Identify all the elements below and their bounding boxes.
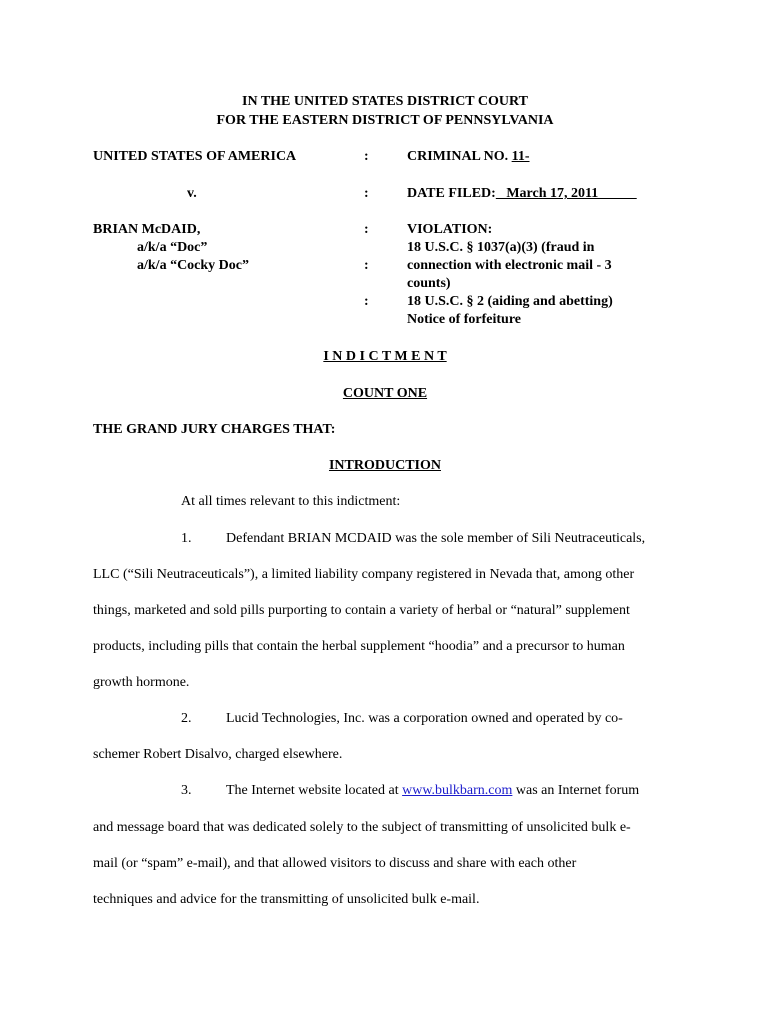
defendant-alias-2: a/k/a “Cocky Doc” xyxy=(137,258,249,273)
violation-line: 18 U.S.C. § 2 (aiding and abetting) xyxy=(407,294,613,309)
caption-colon: : xyxy=(364,186,369,201)
court-name-line2: FOR THE EASTERN DISTRICT OF PENNSYLVANIA xyxy=(216,113,554,128)
caption-colon: : xyxy=(364,258,369,273)
criminal-number-value: 11- xyxy=(511,149,530,164)
paragraph-line: Defendant BRIAN MCDAID was the sole member of Sili Neutraceuticals, xyxy=(226,531,646,546)
court-name-line1: IN THE UNITED STATES DISTRICT COURT xyxy=(242,94,528,109)
paragraph-line: things, marketed and sold pills purporting to contain a variety of herbal or “natural” supplement xyxy=(93,603,630,618)
violation-line: connection with electronic mail - 3 xyxy=(407,258,612,273)
criminal-number xyxy=(407,148,674,166)
caption-colon: : xyxy=(364,294,369,309)
versus: v. xyxy=(187,186,197,201)
violation-line: counts) xyxy=(407,276,451,291)
paragraph-number: 2. xyxy=(181,711,192,726)
defendant-name: BRIAN McDAID, xyxy=(93,222,201,237)
paragraph-line: techniques and advice for the transmitting of unsolicited bulk e-mail. xyxy=(93,892,480,907)
paragraph-line: products, including pills that contain the herbal supplement “hoodia” and a precursor to human xyxy=(93,639,625,654)
paragraph-text: was an Internet forum xyxy=(512,783,640,798)
date-filed xyxy=(407,185,684,203)
paragraph-line: and message board that was dedicated solely to the subject of transmitting of unsolicited bulk e- xyxy=(93,820,631,835)
violation-line: Notice of forfeiture xyxy=(407,312,522,327)
defendant-alias-1: a/k/a “Doc” xyxy=(137,240,208,255)
caption-colon: : xyxy=(364,222,369,237)
paragraph-line: LLC (“Sili Neutraceuticals”), a limited liability company registered in Nevada that, among other xyxy=(93,567,635,582)
paragraph-number: 3. xyxy=(181,783,192,798)
criminal-number-label: CRIMINAL NO. xyxy=(407,149,512,164)
paragraph-text: The Internet website located at xyxy=(226,783,403,798)
paragraph-line: growth hormone. xyxy=(93,675,190,690)
grand-jury-charges: THE GRAND JURY CHARGES THAT: xyxy=(93,422,336,437)
paragraph-line xyxy=(226,782,639,800)
paragraph-line: mail (or “spam” e-mail), and that allowed visitors to discuss and share with each other xyxy=(93,856,577,871)
count-title: COUNT ONE xyxy=(342,386,428,401)
plaintiff-name: UNITED STATES OF AMERICA xyxy=(93,149,297,164)
paragraph-line: Lucid Technologies, Inc. was a corporation owned and operated by co- xyxy=(226,711,623,726)
date-filed-value: March 17, 2011 xyxy=(495,186,637,201)
paragraph-line: schemer Robert Disalvo, charged elsewhere. xyxy=(93,747,343,762)
violation-line: 18 U.S.C. § 1037(a)(3) (fraud in xyxy=(407,240,595,255)
caption-colon: : xyxy=(364,149,369,164)
paragraph-number: 1. xyxy=(181,531,192,546)
bulkbarn-link[interactable]: www.bulkbarn.com xyxy=(402,783,513,798)
section-title: INTRODUCTION xyxy=(328,458,441,473)
date-filed-label: DATE FILED: xyxy=(407,186,496,201)
indictment-title: I N D I C T M E N T xyxy=(323,349,447,364)
intro-text: At all times relevant to this indictment: xyxy=(181,494,401,509)
violation-label: VIOLATION: xyxy=(407,222,493,237)
